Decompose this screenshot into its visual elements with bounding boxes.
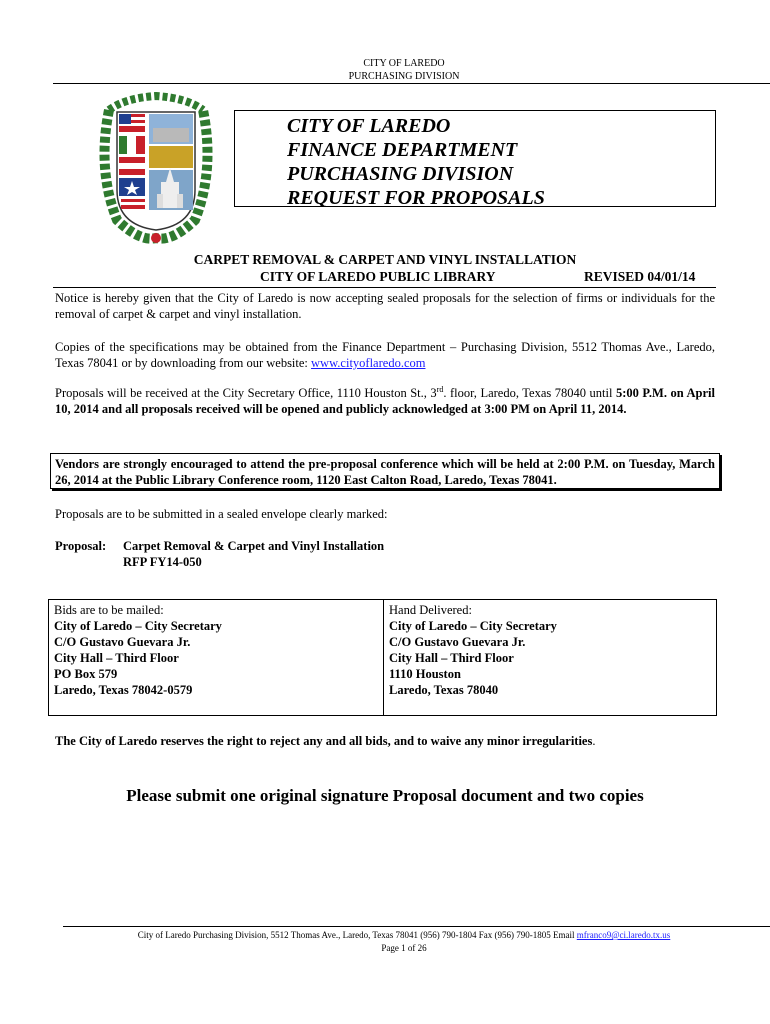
received-deadline: 5:00 P.M. on April 10, 2014 and all proposals received will be opened and publicly acknowledged at 3:00 PM on April 11, 2014.	[55, 386, 716, 416]
project-location: CITY OF LAREDO PUBLIC LIBRARY	[260, 269, 496, 284]
delivered-line-1: City of Laredo – City Secretary	[389, 619, 557, 633]
mailed-address-cell	[48, 599, 384, 716]
delivered-line-5: Laredo, Texas 78040	[389, 683, 499, 697]
project-title: CARPET REMOVAL & CARPET AND VINYL INSTALLATION	[193, 252, 577, 267]
copies-paragraph	[55, 339, 715, 371]
mailed-line-2: C/O Gustavo Guevara Jr.	[54, 635, 191, 649]
title-box	[234, 110, 716, 207]
delivered-line-4: 1110 Houston	[389, 667, 461, 681]
subheader-rule	[53, 287, 716, 288]
mailed-line-4: PO Box 579	[54, 667, 118, 681]
mailed-line-5: Laredo, Texas 78042-0579	[54, 683, 193, 697]
title-department: FINANCE DEPARTMENT	[287, 139, 518, 161]
city-seal-logo	[95, 90, 217, 245]
received-paragraph	[55, 385, 715, 417]
header-city: CITY OF LAREDO	[363, 58, 445, 69]
submit-instruction: Please submit one original signature Proposal document and two copies	[126, 786, 644, 805]
proposal-rfp-number: RFP FY14-050	[123, 555, 202, 569]
footer-email-link[interactable]: mfranco9@ci.laredo.tx.us	[576, 930, 671, 940]
title-city: CITY OF LAREDO	[287, 115, 451, 137]
revised-date: REVISED 04/01/14	[584, 269, 696, 284]
delivered-heading: Hand Delivered:	[389, 603, 472, 617]
reserve-rights-text	[55, 733, 595, 749]
header-rule	[53, 83, 770, 84]
footer-contact	[0, 929, 770, 942]
delivered-line-2: C/O Gustavo Guevara Jr.	[389, 635, 526, 649]
website-link[interactable]: www.cityoflaredo.com	[311, 356, 426, 370]
mailed-line-1: City of Laredo – City Secretary	[54, 619, 222, 633]
page-number: Page 1 of 26	[381, 943, 427, 953]
delivered-line-3: City Hall – Third Floor	[389, 651, 514, 665]
sealed-envelope-text: Proposals are to be submitted in a sealed envelope clearly marked:	[55, 507, 388, 521]
copies-text: Copies of the specifications may be obtained from the Finance Department – Purchasing Division, 5512 Thomas Ave., Laredo, Texas 78041 or by downloading from our website:	[55, 340, 715, 370]
received-sup: rd	[436, 384, 444, 394]
proposal-label: Proposal:	[55, 539, 107, 553]
received-text-2: . floor, Laredo, Texas 78040 until	[443, 386, 616, 400]
proposal-title: Carpet Removal & Carpet and Vinyl Installation	[123, 539, 385, 553]
footer-text: City of Laredo Purchasing Division, 5512 Thomas Ave., Laredo, Texas 78041 (956) 790-1804 Fax (956) 790-1805 Email	[137, 930, 577, 940]
mailed-line-3: City Hall – Third Floor	[54, 651, 179, 665]
title-rfp: REQUEST FOR PROPOSALS	[287, 187, 545, 209]
running-header	[0, 57, 770, 83]
footer-rule	[63, 926, 770, 927]
notice-paragraph: Notice is hereby given that the City of Laredo is now accepting sealed proposals for the selection of firms or individuals for the removal of carpet & carpet and vinyl installation.	[55, 291, 715, 321]
reserve-period: .	[592, 734, 596, 748]
mailed-heading: Bids are to be mailed:	[54, 603, 164, 617]
vendor-notice-box: Vendors are strongly encouraged to attend the pre-proposal conference which will be held at 2:00 P.M. on Tuesday, March 26, 2014 at the Public Library Conference room, 1120 East Calton Road, Laredo, Texas 78041.	[50, 453, 720, 489]
title-division: PURCHASING DIVISION	[287, 163, 514, 185]
delivered-address-cell	[383, 599, 717, 716]
header-division: PURCHASING DIVISION	[348, 71, 460, 82]
page-footer	[0, 929, 770, 955]
reserve-text: The City of Laredo reserves the right to reject any and all bids, and to waive any minor irregularities	[55, 734, 593, 748]
received-text-1: Proposals will be received at the City Secretary Office, 1110 Houston St., 3	[55, 386, 437, 400]
